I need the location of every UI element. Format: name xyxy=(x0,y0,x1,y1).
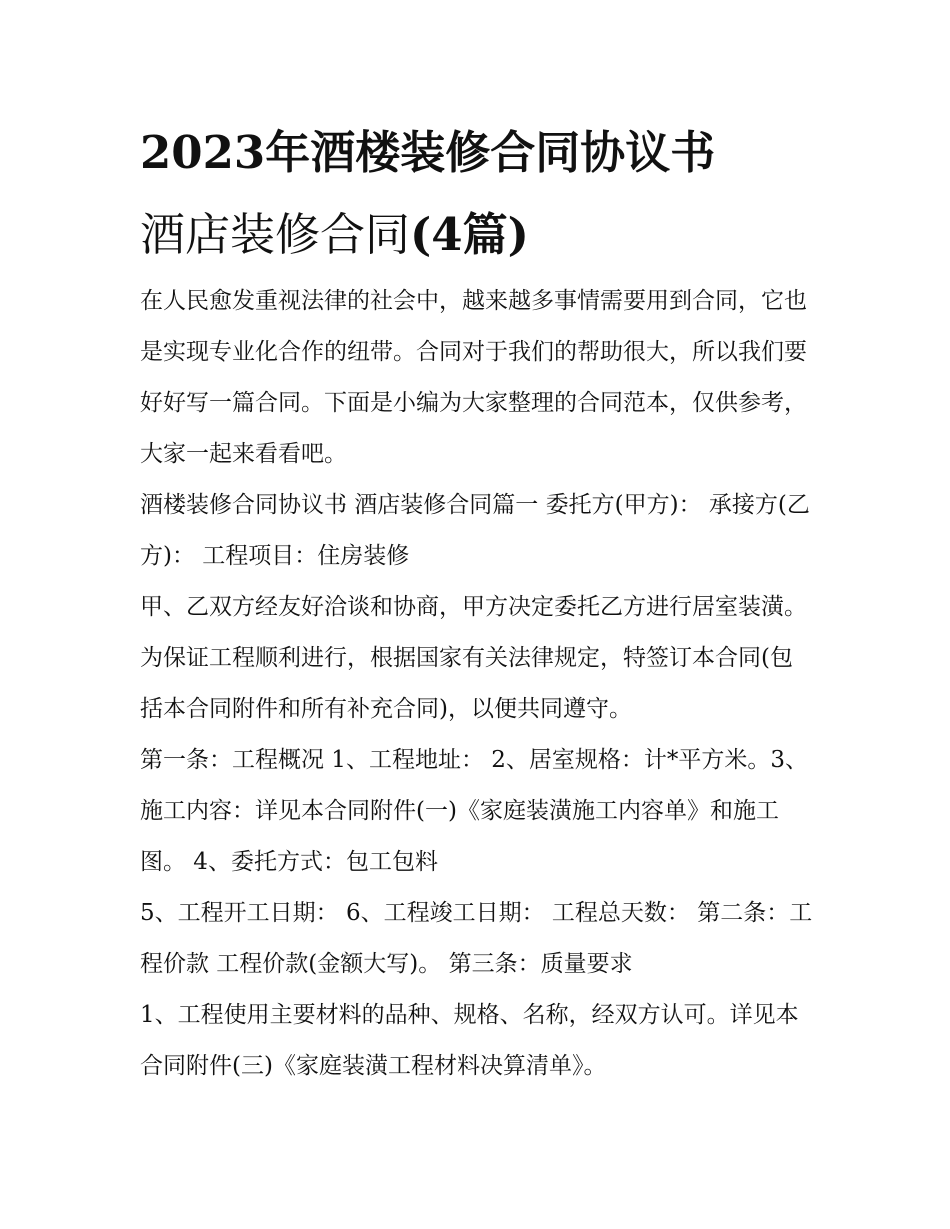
paragraph-dates-article-2: 5、工程开工日期： 6、工程竣工日期： 工程总天数： 第二条：工程价款 工程价款(金额大写)。 第三条：质量要求 xyxy=(140,900,813,977)
paragraph-intro: 在人民愈发重视法律的社会中，越来越多事情需要用到合同，它也是实现专业化合作的纽带。合同对于我们的帮助很大，所以我们要好好写一篇合同。下面是小编为大家整理的合同范本，仅供参考，大家一起来看看吧。 xyxy=(140,288,807,467)
document-body xyxy=(140,276,815,1092)
paragraph-article-1: 第一条：工程概况 1、工程地址： 2、居室规格：计*平方米。3、施工内容：详见本合同附件(一)《家庭装潢施工内容单》和施工图。 4、委托方式：包工包料 xyxy=(140,747,809,875)
document-title xyxy=(140,112,840,276)
paragraph-article-3-item-1: 1、工程使用主要材料的品种、规格、名称，经双方认可。详见本合同附件(三)《家庭装潢工程材料决算清单》。 xyxy=(140,1002,799,1079)
paragraph-purpose: 甲、乙双方经友好洽谈和协商，甲方决定委托乙方进行居室装潢。为保证工程顺利进行，根据国家有关法律规定，特签订本合同(包括本合同附件和所有补充合同)，以便共同遵守。 xyxy=(140,594,807,722)
title-line-2 xyxy=(140,194,840,276)
paragraph-parties: 酒楼装修合同协议书 酒店装修合同篇一 委托方(甲方)： 承接方(乙方)： 工程项目：住房装修 xyxy=(140,492,810,569)
title-line-1: 2023年酒楼装修合同协议书 xyxy=(140,126,716,179)
title-line-2-text: 酒店装修合同 xyxy=(140,208,411,261)
title-line-2-count: (4篇) xyxy=(410,208,529,261)
